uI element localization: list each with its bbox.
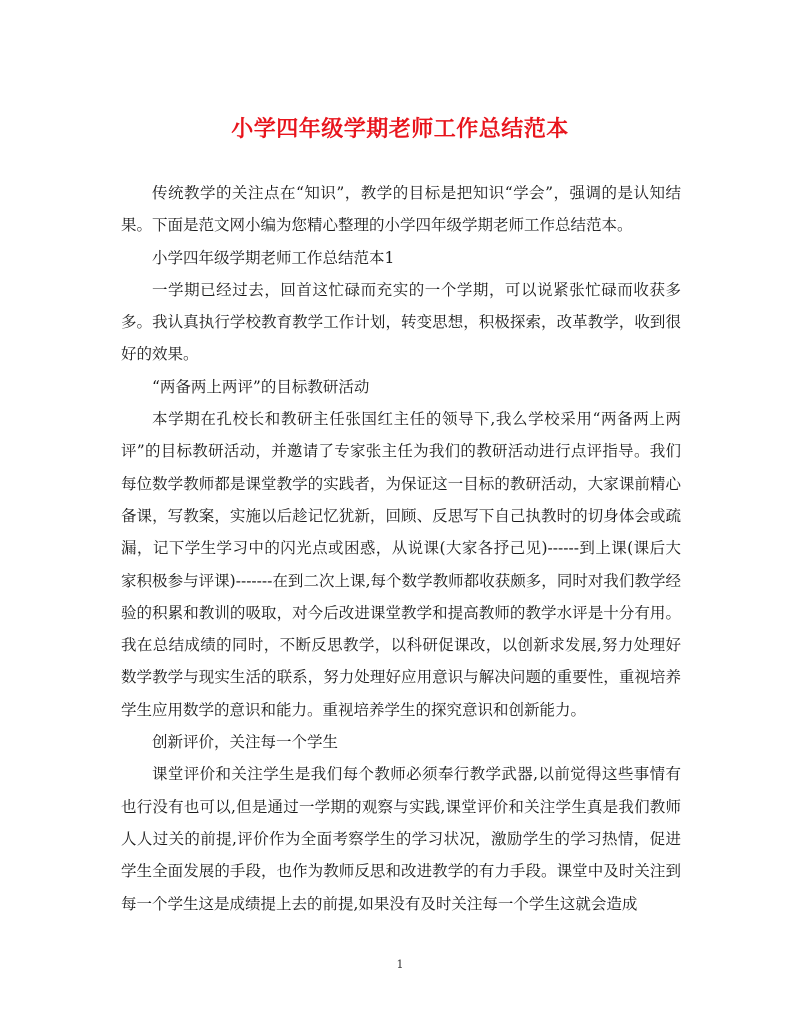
document-title: 小学四年级学期老师工作总结范本 — [231, 116, 569, 142]
document-body — [121, 177, 681, 920]
paragraph-heading-evaluation: 创新评价，关注每一个学生 — [152, 733, 339, 752]
paragraph-research: 本学期在孔校长和教研主任张国红主任的领导下,我么学校采用“两备两上两评”的目标教研活动，并邀请了专家张主任为我们的教研活动进行点评指导。我们每位数学教师都是课堂教学的实践者，为保证这一目标的教研活动，大家课前精心备课，写教案，实施以后趁记忆犹新，回顾、反思写下自己执教时的切身体会或疏漏，记下学生学习中的闪光点或困惑，从说课(大家各抒己见)------到上课(课后大家积极参与评课)-------在到二次上课,每个数学教师都收获颇多，同时对我们教学经验的积累和教训的吸取，对今后改进课堂教学和提高教师的教学水评是十分有用。我在总结成绩的同时，不断反思教学，以科研促课改，以创新求发展,努力处理好数学教学与现实生活的联系，努力处理好应用意识与解决问题的重要性，重视培养学生应用数学的意识和能力。重视培养学生的探究意识和创新能力。 — [121, 410, 681, 719]
paragraph-intro: 传统教学的关注点在“知识”，教学的目标是把知识“学会”，强调的是认知结果。下面是范文网小编为您精心整理的小学四年级学期老师工作总结范本。 — [121, 184, 681, 235]
paragraph-heading-research: “两备两上两评”的目标教研活动 — [152, 377, 370, 396]
paragraph-evaluation: 课堂评价和关注学生是我们每个教师必须奉行教学武器,以前觉得这些事情有也行没有也可以,但是通过一学期的观察与实践,课堂评价和关注学生真是我们教师人人过关的前提,评价作为全面考察学生的学习状况，激励学生的学习热情，促进学生全面发展的手段，也作为教师反思和改进教学的有力手段。课堂中及时关注到每一个学生这是成绩提上去的前提,如果没有及时关注每一个学生这就会造成 — [121, 765, 681, 913]
paragraph-summary: 一学期已经过去，回首这忙碌而充实的一个学期，可以说紧张忙碌而收获多多。我认真执行学校教育教学工作计划，转变思想，积极探索，改革教学，收到很好的效果。 — [121, 280, 681, 364]
page-number: 1 — [396, 958, 404, 971]
paragraph-subtitle: 小学四年级学期老师工作总结范本1 — [152, 248, 395, 267]
